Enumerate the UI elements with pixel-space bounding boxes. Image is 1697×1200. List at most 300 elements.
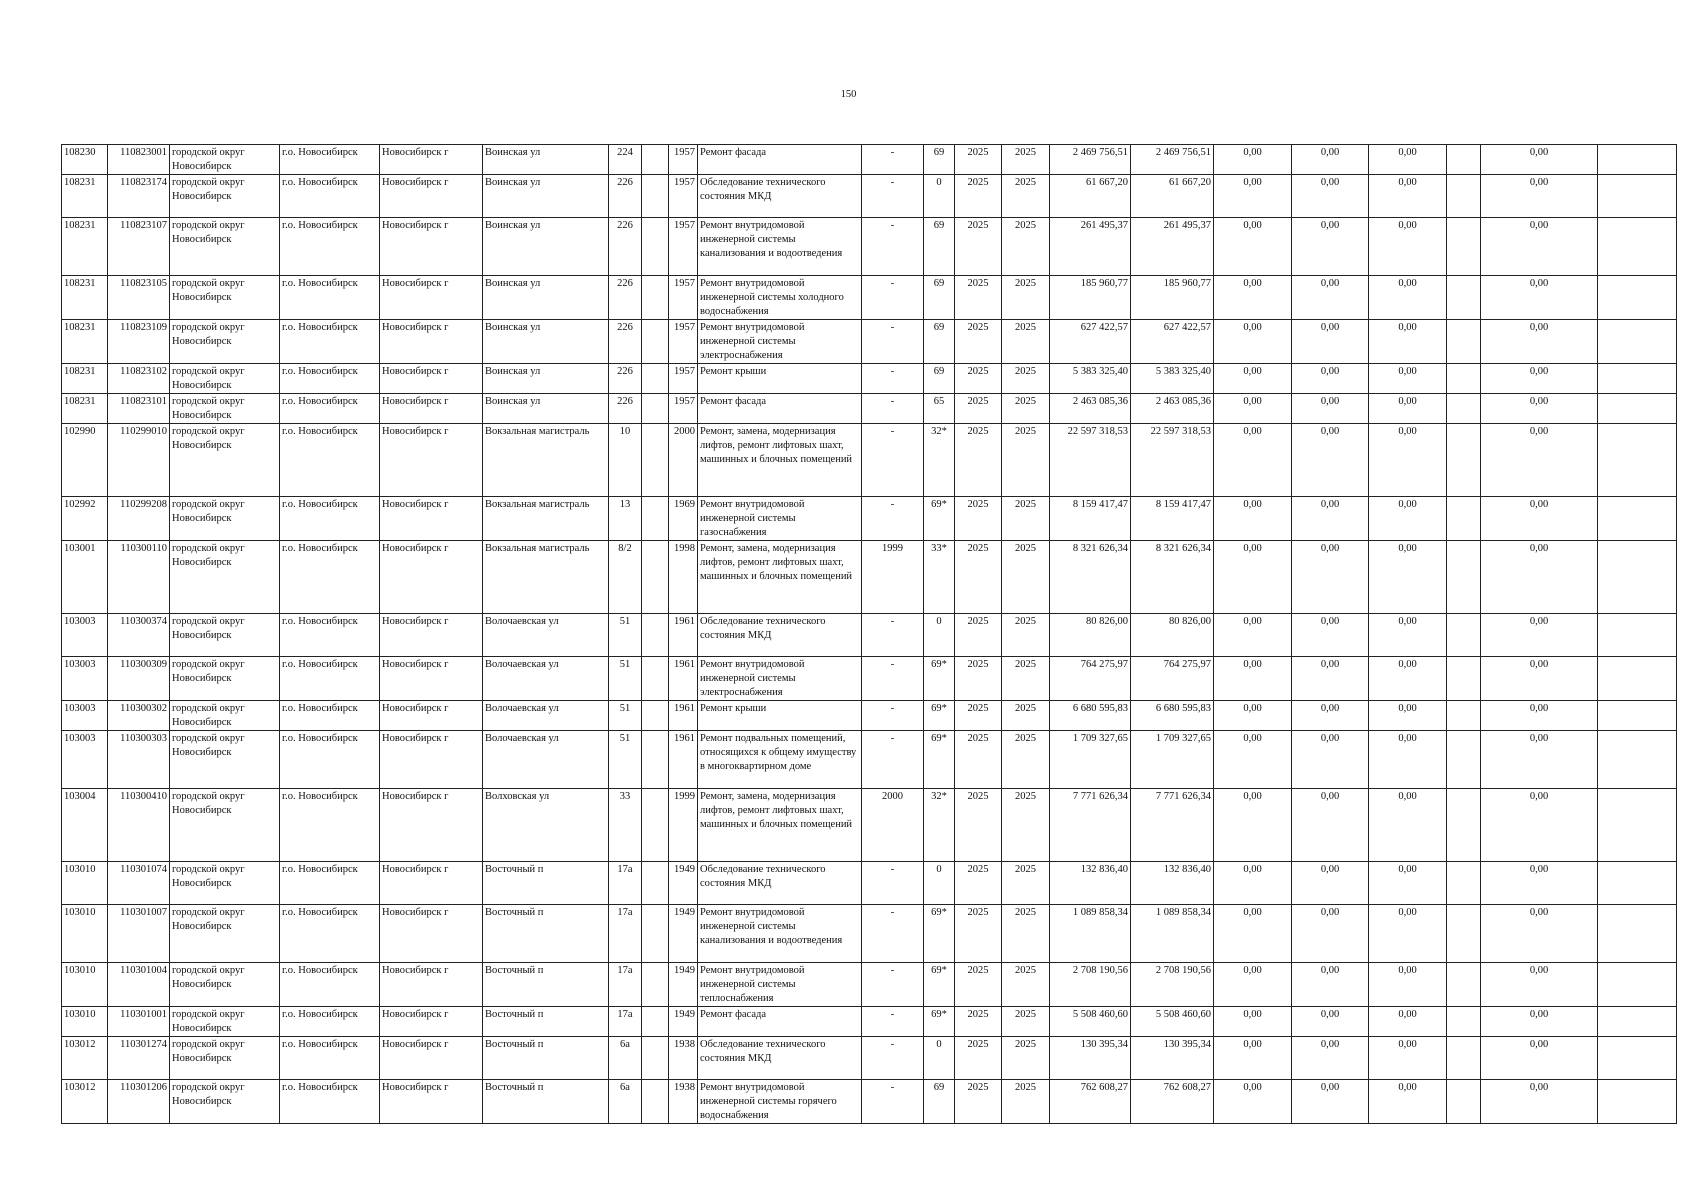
cell-extra <box>1447 701 1481 731</box>
cell-house-number: 13 <box>609 497 642 541</box>
cell-wear-percent: 69* <box>924 905 955 963</box>
cell-fund-cost: 8 321 626,34 <box>1131 541 1214 614</box>
cell-owner-funds: 0,00 <box>1481 963 1598 1007</box>
table-row <box>62 1007 1677 1037</box>
cell-plan-year-end: 2025 <box>1002 731 1050 789</box>
cell-federal-funds: 0,00 <box>1214 614 1292 657</box>
cell-local-funds: 0,00 <box>1369 789 1447 862</box>
cell-plan-year-start: 2025 <box>955 1007 1002 1037</box>
cell-year-built: 1949 <box>669 905 698 963</box>
cell-house-number: 6а <box>609 1080 642 1124</box>
cell-extra <box>1447 424 1481 497</box>
cell-year-built: 1949 <box>669 963 698 1007</box>
cell-fund-cost: 627 422,57 <box>1131 320 1214 364</box>
cell-municipality: городской округ Новосибирск <box>170 963 280 1007</box>
cell-house-id: 103003 <box>62 657 108 701</box>
cell-house-number: 226 <box>609 175 642 218</box>
cell-plan-year-start: 2025 <box>955 657 1002 701</box>
cell-house-id: 103003 <box>62 731 108 789</box>
cell-owner-funds: 0,00 <box>1481 218 1598 276</box>
cell-plan-year-start: 2025 <box>955 218 1002 276</box>
cell-plan-year-end: 2025 <box>1002 789 1050 862</box>
cell-city: Новосибирск г <box>380 218 483 276</box>
cell-local-funds: 0,00 <box>1369 218 1447 276</box>
cell-house-id: 102992 <box>62 497 108 541</box>
cell-owner-funds: 0,00 <box>1481 394 1598 424</box>
cell-plan-year-start: 2025 <box>955 1080 1002 1124</box>
table-row <box>62 701 1677 731</box>
cell-regional-funds: 0,00 <box>1292 364 1369 394</box>
cell-last-repair-year: - <box>862 145 924 175</box>
cell-city: Новосибирск г <box>380 614 483 657</box>
cell-owner-funds: 0,00 <box>1481 789 1598 862</box>
cell-wear-percent: 69 <box>924 276 955 320</box>
cell-fund-cost: 1 709 327,65 <box>1131 731 1214 789</box>
cell-work-type: Обследование технического состояния МКД <box>698 614 862 657</box>
cell-house-number: 17а <box>609 862 642 905</box>
cell-house-number: 226 <box>609 218 642 276</box>
cell-year-built: 1969 <box>669 497 698 541</box>
cell-work-type: Ремонт крыши <box>698 364 862 394</box>
cell-regional-funds: 0,00 <box>1292 320 1369 364</box>
cell-work-id: 110823174 <box>108 175 170 218</box>
cell-federal-funds: 0,00 <box>1214 1037 1292 1080</box>
cell-regional-funds: 0,00 <box>1292 145 1369 175</box>
cell-municipal-short: г.о. Новосибирск <box>280 320 380 364</box>
cell-owner-funds: 0,00 <box>1481 175 1598 218</box>
cell-municipality: городской округ Новосибирск <box>170 614 280 657</box>
cell-plan-year-end: 2025 <box>1002 905 1050 963</box>
cell-city: Новосибирск г <box>380 364 483 394</box>
cell-house-number: 224 <box>609 145 642 175</box>
cell-total-cost: 8 321 626,34 <box>1050 541 1131 614</box>
cell-work-id: 110300410 <box>108 789 170 862</box>
cell-house-id: 108231 <box>62 218 108 276</box>
cell-wear-percent: 32* <box>924 789 955 862</box>
cell-note <box>1598 364 1677 394</box>
cell-plan-year-start: 2025 <box>955 731 1002 789</box>
cell-city: Новосибирск г <box>380 657 483 701</box>
cell-street: Воинская ул <box>483 145 609 175</box>
cell-extra <box>1447 905 1481 963</box>
cell-owner-funds: 0,00 <box>1481 862 1598 905</box>
cell-municipality: городской округ Новосибирск <box>170 145 280 175</box>
cell-total-cost: 61 667,20 <box>1050 175 1131 218</box>
cell-work-id: 110300110 <box>108 541 170 614</box>
cell-work-type: Ремонт фасада <box>698 1007 862 1037</box>
cell-local-funds: 0,00 <box>1369 424 1447 497</box>
cell-municipal-short: г.о. Новосибирск <box>280 701 380 731</box>
cell-last-repair-year: - <box>862 1007 924 1037</box>
cell-municipality: городской округ Новосибирск <box>170 364 280 394</box>
cell-building <box>642 276 669 320</box>
cell-note <box>1598 614 1677 657</box>
cell-work-id: 110299208 <box>108 497 170 541</box>
cell-fund-cost: 5 508 460,60 <box>1131 1007 1214 1037</box>
cell-building <box>642 145 669 175</box>
cell-owner-funds: 0,00 <box>1481 497 1598 541</box>
cell-note <box>1598 497 1677 541</box>
table-row <box>62 424 1677 497</box>
cell-fund-cost: 132 836,40 <box>1131 862 1214 905</box>
cell-fund-cost: 80 826,00 <box>1131 614 1214 657</box>
cell-total-cost: 5 508 460,60 <box>1050 1007 1131 1037</box>
cell-building <box>642 541 669 614</box>
cell-total-cost: 80 826,00 <box>1050 614 1131 657</box>
cell-house-number: 226 <box>609 394 642 424</box>
cell-local-funds: 0,00 <box>1369 394 1447 424</box>
cell-plan-year-end: 2025 <box>1002 320 1050 364</box>
cell-wear-percent: 69 <box>924 145 955 175</box>
cell-municipality: городской округ Новосибирск <box>170 218 280 276</box>
cell-fund-cost: 764 275,97 <box>1131 657 1214 701</box>
cell-house-id: 108231 <box>62 364 108 394</box>
cell-fund-cost: 2 469 756,51 <box>1131 145 1214 175</box>
cell-note <box>1598 276 1677 320</box>
cell-work-id: 110299010 <box>108 424 170 497</box>
cell-last-repair-year: - <box>862 276 924 320</box>
cell-house-id: 103003 <box>62 614 108 657</box>
cell-city: Новосибирск г <box>380 276 483 320</box>
cell-plan-year-start: 2025 <box>955 541 1002 614</box>
cell-extra <box>1447 218 1481 276</box>
cell-work-id: 110300374 <box>108 614 170 657</box>
cell-last-repair-year: - <box>862 963 924 1007</box>
cell-wear-percent: 69* <box>924 963 955 1007</box>
cell-federal-funds: 0,00 <box>1214 789 1292 862</box>
cell-note <box>1598 424 1677 497</box>
cell-regional-funds: 0,00 <box>1292 657 1369 701</box>
cell-plan-year-start: 2025 <box>955 862 1002 905</box>
cell-extra <box>1447 364 1481 394</box>
cell-total-cost: 1 089 858,34 <box>1050 905 1131 963</box>
cell-extra <box>1447 1080 1481 1124</box>
cell-local-funds: 0,00 <box>1369 497 1447 541</box>
cell-federal-funds: 0,00 <box>1214 541 1292 614</box>
cell-work-type: Ремонт фасада <box>698 394 862 424</box>
cell-federal-funds: 0,00 <box>1214 320 1292 364</box>
cell-plan-year-end: 2025 <box>1002 541 1050 614</box>
cell-city: Новосибирск г <box>380 1007 483 1037</box>
cell-total-cost: 627 422,57 <box>1050 320 1131 364</box>
cell-work-id: 110823101 <box>108 394 170 424</box>
cell-wear-percent: 69* <box>924 1007 955 1037</box>
cell-work-id: 110301007 <box>108 905 170 963</box>
table-row <box>62 497 1677 541</box>
cell-last-repair-year: - <box>862 905 924 963</box>
cell-municipal-short: г.о. Новосибирск <box>280 657 380 701</box>
cell-total-cost: 130 395,34 <box>1050 1037 1131 1080</box>
cell-regional-funds: 0,00 <box>1292 218 1369 276</box>
cell-note <box>1598 1080 1677 1124</box>
cell-extra <box>1447 1007 1481 1037</box>
cell-work-type: Ремонт внутридомовой инженерной системы электроснабжения <box>698 320 862 364</box>
cell-house-id: 103010 <box>62 905 108 963</box>
cell-regional-funds: 0,00 <box>1292 731 1369 789</box>
cell-wear-percent: 33* <box>924 541 955 614</box>
cell-local-funds: 0,00 <box>1369 1080 1447 1124</box>
cell-street: Волочаевская ул <box>483 731 609 789</box>
cell-total-cost: 762 608,27 <box>1050 1080 1131 1124</box>
cell-municipal-short: г.о. Новосибирск <box>280 541 380 614</box>
cell-work-id: 110823107 <box>108 218 170 276</box>
cell-work-id: 110823105 <box>108 276 170 320</box>
cell-year-built: 1949 <box>669 862 698 905</box>
cell-owner-funds: 0,00 <box>1481 276 1598 320</box>
cell-street: Восточный п <box>483 1037 609 1080</box>
cell-last-repair-year: 1999 <box>862 541 924 614</box>
cell-fund-cost: 762 608,27 <box>1131 1080 1214 1124</box>
cell-federal-funds: 0,00 <box>1214 701 1292 731</box>
cell-note <box>1598 541 1677 614</box>
cell-wear-percent: 32* <box>924 424 955 497</box>
cell-house-number: 226 <box>609 320 642 364</box>
cell-city: Новосибирск г <box>380 789 483 862</box>
cell-work-id: 110300309 <box>108 657 170 701</box>
cell-house-id: 108230 <box>62 145 108 175</box>
cell-work-type: Обследование технического состояния МКД <box>698 1037 862 1080</box>
cell-federal-funds: 0,00 <box>1214 145 1292 175</box>
cell-note <box>1598 862 1677 905</box>
table-row <box>62 963 1677 1007</box>
cell-city: Новосибирск г <box>380 497 483 541</box>
cell-wear-percent: 69 <box>924 320 955 364</box>
cell-plan-year-start: 2025 <box>955 424 1002 497</box>
table-row <box>62 364 1677 394</box>
cell-building <box>642 497 669 541</box>
cell-municipality: городской округ Новосибирск <box>170 701 280 731</box>
cell-federal-funds: 0,00 <box>1214 657 1292 701</box>
cell-total-cost: 261 495,37 <box>1050 218 1131 276</box>
table-row <box>62 218 1677 276</box>
cell-building <box>642 963 669 1007</box>
cell-extra <box>1447 145 1481 175</box>
cell-fund-cost: 8 159 417,47 <box>1131 497 1214 541</box>
cell-last-repair-year: - <box>862 364 924 394</box>
cell-wear-percent: 69* <box>924 497 955 541</box>
cell-owner-funds: 0,00 <box>1481 1037 1598 1080</box>
cell-total-cost: 185 960,77 <box>1050 276 1131 320</box>
cell-house-number: 17а <box>609 963 642 1007</box>
cell-street: Воинская ул <box>483 218 609 276</box>
cell-regional-funds: 0,00 <box>1292 1007 1369 1037</box>
cell-regional-funds: 0,00 <box>1292 424 1369 497</box>
cell-note <box>1598 394 1677 424</box>
cell-house-id: 103012 <box>62 1037 108 1080</box>
cell-plan-year-end: 2025 <box>1002 1037 1050 1080</box>
cell-local-funds: 0,00 <box>1369 905 1447 963</box>
cell-regional-funds: 0,00 <box>1292 175 1369 218</box>
cell-year-built: 1961 <box>669 731 698 789</box>
cell-note <box>1598 1007 1677 1037</box>
cell-house-id: 103010 <box>62 1007 108 1037</box>
cell-municipality: городской округ Новосибирск <box>170 1007 280 1037</box>
cell-note <box>1598 175 1677 218</box>
cell-federal-funds: 0,00 <box>1214 905 1292 963</box>
cell-work-type: Ремонт подвальных помещений, относящихся к общему имуществу в многоквартирном доме <box>698 731 862 789</box>
cell-fund-cost: 2 708 190,56 <box>1131 963 1214 1007</box>
table-row <box>62 276 1677 320</box>
cell-house-id: 103004 <box>62 789 108 862</box>
cell-work-type: Ремонт внутридомовой инженерной системы канализования и водоотведения <box>698 905 862 963</box>
cell-regional-funds: 0,00 <box>1292 1080 1369 1124</box>
cell-total-cost: 132 836,40 <box>1050 862 1131 905</box>
cell-wear-percent: 69 <box>924 218 955 276</box>
cell-federal-funds: 0,00 <box>1214 963 1292 1007</box>
cell-plan-year-end: 2025 <box>1002 1007 1050 1037</box>
cell-street: Воинская ул <box>483 175 609 218</box>
cell-local-funds: 0,00 <box>1369 862 1447 905</box>
cell-last-repair-year: - <box>862 701 924 731</box>
cell-wear-percent: 0 <box>924 614 955 657</box>
table-row <box>62 1080 1677 1124</box>
cell-work-type: Ремонт внутридомовой инженерной системы холодного водоснабжения <box>698 276 862 320</box>
cell-municipality: городской округ Новосибирск <box>170 175 280 218</box>
cell-wear-percent: 69 <box>924 364 955 394</box>
cell-plan-year-start: 2025 <box>955 614 1002 657</box>
cell-plan-year-start: 2025 <box>955 905 1002 963</box>
cell-house-number: 51 <box>609 657 642 701</box>
cell-municipal-short: г.о. Новосибирск <box>280 276 380 320</box>
cell-owner-funds: 0,00 <box>1481 364 1598 394</box>
cell-year-built: 1957 <box>669 145 698 175</box>
cell-year-built: 1999 <box>669 789 698 862</box>
cell-municipal-short: г.о. Новосибирск <box>280 1007 380 1037</box>
cell-year-built: 1957 <box>669 394 698 424</box>
cell-municipal-short: г.о. Новосибирск <box>280 1037 380 1080</box>
cell-plan-year-start: 2025 <box>955 175 1002 218</box>
cell-last-repair-year: - <box>862 862 924 905</box>
cell-plan-year-start: 2025 <box>955 1037 1002 1080</box>
cell-fund-cost: 7 771 626,34 <box>1131 789 1214 862</box>
cell-extra <box>1447 320 1481 364</box>
cell-owner-funds: 0,00 <box>1481 614 1598 657</box>
cell-municipal-short: г.о. Новосибирск <box>280 731 380 789</box>
cell-owner-funds: 0,00 <box>1481 701 1598 731</box>
cell-total-cost: 22 597 318,53 <box>1050 424 1131 497</box>
cell-work-type: Обследование технического состояния МКД <box>698 862 862 905</box>
cell-plan-year-start: 2025 <box>955 364 1002 394</box>
cell-wear-percent: 69* <box>924 701 955 731</box>
cell-total-cost: 764 275,97 <box>1050 657 1131 701</box>
cell-municipality: городской округ Новосибирск <box>170 862 280 905</box>
cell-owner-funds: 0,00 <box>1481 320 1598 364</box>
cell-year-built: 1938 <box>669 1037 698 1080</box>
cell-local-funds: 0,00 <box>1369 276 1447 320</box>
table-row <box>62 862 1677 905</box>
cell-last-repair-year: - <box>862 424 924 497</box>
cell-regional-funds: 0,00 <box>1292 614 1369 657</box>
cell-federal-funds: 0,00 <box>1214 862 1292 905</box>
cell-year-built: 1949 <box>669 1007 698 1037</box>
table-row <box>62 1037 1677 1080</box>
cell-note <box>1598 963 1677 1007</box>
cell-federal-funds: 0,00 <box>1214 175 1292 218</box>
cell-owner-funds: 0,00 <box>1481 1007 1598 1037</box>
cell-municipal-short: г.о. Новосибирск <box>280 145 380 175</box>
cell-regional-funds: 0,00 <box>1292 862 1369 905</box>
cell-building <box>642 320 669 364</box>
cell-street: Воинская ул <box>483 320 609 364</box>
cell-city: Новосибирск г <box>380 862 483 905</box>
cell-year-built: 1961 <box>669 701 698 731</box>
cell-plan-year-end: 2025 <box>1002 657 1050 701</box>
cell-note <box>1598 320 1677 364</box>
cell-building <box>642 218 669 276</box>
page-number: 150 <box>840 89 857 100</box>
cell-fund-cost: 22 597 318,53 <box>1131 424 1214 497</box>
cell-local-funds: 0,00 <box>1369 963 1447 1007</box>
cell-work-type: Ремонт внутридомовой инженерной системы газоснабжения <box>698 497 862 541</box>
cell-work-type: Ремонт внутридомовой инженерной системы теплоснабжения <box>698 963 862 1007</box>
cell-year-built: 1957 <box>669 364 698 394</box>
cell-local-funds: 0,00 <box>1369 175 1447 218</box>
cell-note <box>1598 657 1677 701</box>
cell-municipal-short: г.о. Новосибирск <box>280 364 380 394</box>
cell-extra <box>1447 657 1481 701</box>
table-row <box>62 657 1677 701</box>
cell-work-id: 110823109 <box>108 320 170 364</box>
cell-fund-cost: 2 463 085,36 <box>1131 394 1214 424</box>
cell-street: Воинская ул <box>483 276 609 320</box>
cell-work-type: Ремонт крыши <box>698 701 862 731</box>
table-row <box>62 145 1677 175</box>
cell-house-id: 108231 <box>62 394 108 424</box>
table-row <box>62 320 1677 364</box>
cell-fund-cost: 130 395,34 <box>1131 1037 1214 1080</box>
cell-street: Вокзальная магистраль <box>483 541 609 614</box>
cell-work-id: 110301001 <box>108 1007 170 1037</box>
cell-building <box>642 364 669 394</box>
cell-wear-percent: 69 <box>924 1080 955 1124</box>
cell-note <box>1598 218 1677 276</box>
cell-city: Новосибирск г <box>380 731 483 789</box>
cell-house-id: 108231 <box>62 320 108 364</box>
cell-federal-funds: 0,00 <box>1214 1007 1292 1037</box>
cell-municipality: городской округ Новосибирск <box>170 276 280 320</box>
cell-plan-year-end: 2025 <box>1002 364 1050 394</box>
cell-note <box>1598 145 1677 175</box>
cell-last-repair-year: - <box>862 497 924 541</box>
cell-year-built: 2000 <box>669 424 698 497</box>
cell-fund-cost: 6 680 595,83 <box>1131 701 1214 731</box>
cell-municipal-short: г.о. Новосибирск <box>280 789 380 862</box>
cell-municipal-short: г.о. Новосибирск <box>280 218 380 276</box>
table-row <box>62 905 1677 963</box>
cell-building <box>642 1037 669 1080</box>
cell-last-repair-year: 2000 <box>862 789 924 862</box>
cell-total-cost: 1 709 327,65 <box>1050 731 1131 789</box>
table-row <box>62 789 1677 862</box>
cell-city: Новосибирск г <box>380 963 483 1007</box>
cell-wear-percent: 69* <box>924 657 955 701</box>
table-row <box>62 541 1677 614</box>
cell-federal-funds: 0,00 <box>1214 364 1292 394</box>
cell-municipality: городской округ Новосибирск <box>170 657 280 701</box>
cell-city: Новосибирск г <box>380 1037 483 1080</box>
cell-note <box>1598 789 1677 862</box>
cell-work-type: Ремонт фасада <box>698 145 862 175</box>
cell-plan-year-start: 2025 <box>955 963 1002 1007</box>
cell-building <box>642 657 669 701</box>
cell-regional-funds: 0,00 <box>1292 789 1369 862</box>
cell-last-repair-year: - <box>862 657 924 701</box>
cell-city: Новосибирск г <box>380 541 483 614</box>
cell-extra <box>1447 175 1481 218</box>
cell-wear-percent: 69* <box>924 731 955 789</box>
cell-house-id: 108231 <box>62 276 108 320</box>
cell-city: Новосибирск г <box>380 1080 483 1124</box>
